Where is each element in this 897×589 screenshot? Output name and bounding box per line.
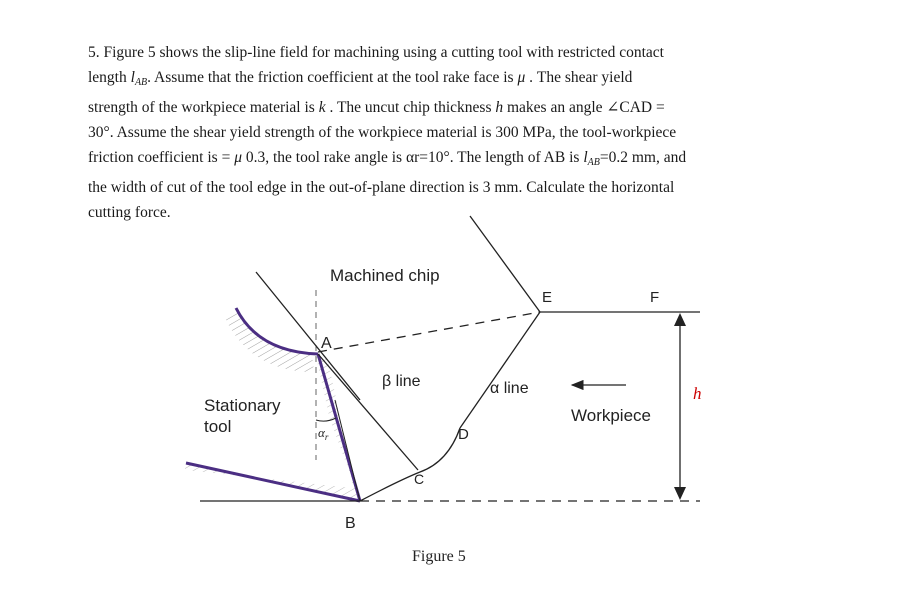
label-stationary: Stationary — [204, 396, 281, 415]
figure-caption: Figure 5 — [412, 548, 466, 565]
label-alpha-line: α line — [490, 380, 529, 397]
chip-top-line — [470, 216, 540, 312]
h-arrow-up — [674, 313, 686, 326]
problem-line-2: length $l_{AB}$. Assume that the friction coefficient at the tool rake face is μ . The shear yield — [88, 69, 633, 88]
tool-hatch-upper — [226, 308, 314, 372]
line-b-to-beta — [335, 400, 360, 501]
problem-line-5: friction coefficient is = μ 0.3, the tool rake angle is αr=10°. The length of AB is $l_{AB}=0.2$ mm, and — [88, 149, 687, 168]
tool-flank-line — [186, 463, 360, 501]
problem-line-6: the width of cut of the tool edge in the out-of-plane direction is 3 mm. Calculate the horizontal — [88, 179, 675, 196]
label-point-c: C — [414, 471, 425, 487]
problem-line-7: cutting force. — [88, 204, 171, 221]
label-point-b: B — [345, 515, 356, 532]
slip-fan-arc — [360, 428, 460, 501]
chip-outer-line — [256, 272, 360, 400]
label-alpha-r: $\alpha_r$ — [318, 425, 329, 442]
label-point-a: A — [321, 335, 332, 352]
alpha-line — [460, 312, 540, 428]
label-point-e: E — [542, 289, 553, 306]
problem-line-1: 5. Figure 5 shows the slip-line field for machining using a cutting tool with restricted contact — [88, 44, 664, 61]
dashed-ae — [318, 312, 540, 352]
h-arrow-down — [674, 487, 686, 500]
problem-number: 5. — [88, 44, 100, 61]
problem-line-3: strength of the workpiece material is k . The uncut chip thickness h makes an angle ∠CAD = — [88, 99, 665, 116]
label-beta-line: β line — [382, 373, 421, 390]
label-h: h — [693, 384, 702, 403]
label-point-d: D — [458, 426, 469, 443]
label-point-f: F — [650, 289, 660, 306]
label-tool: tool — [204, 417, 232, 436]
label-workpiece: Workpiece — [571, 406, 651, 425]
label-machined-chip: Machined chip — [330, 266, 440, 285]
problem-line-4: 30°. Assume the shear yield strength of the workpiece material is 300 MPa, the tool-workpiece — [88, 124, 677, 141]
